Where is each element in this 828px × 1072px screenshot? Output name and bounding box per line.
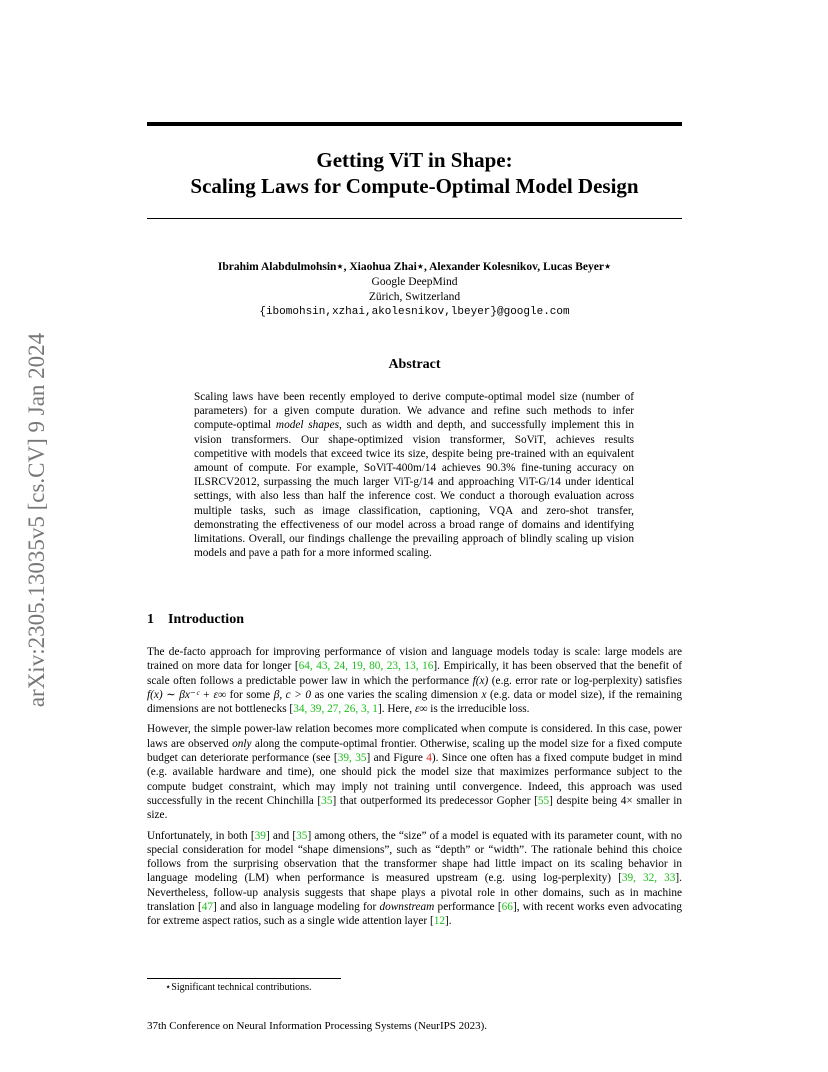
citation-link[interactable]: 12 — [433, 915, 446, 928]
introduction-body — [147, 645, 682, 935]
author-names: Ibrahim Alabdulmohsin⋆, Xiaohua Zhai⋆, Alexander Kolesnikov, Lucas Beyer⋆ — [217, 261, 612, 273]
citation-link[interactable]: 39, 35 — [337, 752, 367, 765]
text: ] despite being 4× smaller in size. — [147, 794, 682, 822]
math: x — [481, 688, 487, 701]
text: However, the simple power-law relation becomes more complicated when compute is considered. In this case, power laws are observed — [147, 723, 682, 750]
arxiv-identifier-text: arXiv:2305.13035v5 [cs.CV] 9 Jan 2024 — [24, 332, 50, 708]
paper-title — [147, 147, 682, 199]
citation-link[interactable]: 39 — [254, 829, 266, 842]
text: The de-facto approach for improving performance of vision and language models today is scale: large models are trained on more data for longer [ — [147, 646, 682, 673]
author-block — [147, 260, 682, 320]
title-rule-top — [147, 122, 682, 126]
text: Unfortunately, in both [ — [147, 829, 255, 842]
text: (e.g. error rate or log-perplexity) satisfies — [488, 674, 682, 687]
affiliation: Google DeepMind — [371, 276, 458, 288]
emphasis: only — [232, 737, 252, 750]
citation-link[interactable]: 35 — [321, 794, 333, 807]
section-number: 1 — [147, 612, 154, 627]
conference-note: 37th Conference on Neural Information Processing Systems (NeurIPS 2023). — [147, 1020, 488, 1032]
figure-link[interactable]: 4 — [426, 752, 432, 765]
citation-link[interactable]: 39, 32, 33 — [621, 872, 676, 885]
location: Zürich, Switzerland — [368, 291, 461, 303]
citation-link[interactable]: 47 — [201, 901, 213, 914]
text: ). Since one often has a fixed compute budget in mind (e.g. available hardware and time), one should pick the model size that maximizes performance subject to the compute budget constraint, which may imply not training until convergence. Indeed, this approach was used successfully in the recent Chinchilla [ — [147, 752, 682, 807]
footnote-rule — [147, 978, 341, 979]
text: ] that outperformed its predecessor Gopher [ — [332, 794, 538, 807]
text: ] and also in language modeling for — [213, 901, 380, 914]
citation-link[interactable]: 55 — [537, 794, 550, 807]
math: f(x) — [472, 674, 489, 687]
text: along the compute-optimal frontier. Otherwise, scaling up the model size for a fixed compute budget can deteriorate performance (see [ — [147, 737, 682, 765]
text: for some — [226, 688, 274, 701]
text: ], with recent works even advocating for extreme aspect ratios, such as a single wide attention layer [ — [147, 901, 682, 928]
title-line-1: Getting ViT in Shape: — [316, 148, 513, 172]
text: ] among others, the “size” of a model is equated with its parameter count, with no special consideration for model “shape dimensions”, such as “depth” or “width”. The rationale behind this choice follows from the surprising observation that the transformer shape had little impact on its scaling behavior in language modeling (LM) when performance is measured upstream (e.g. using log-perplexity) [ — [147, 829, 683, 885]
abstract-text — [194, 390, 634, 560]
section-heading-introduction — [147, 612, 244, 628]
text: ]. Here, — [377, 703, 415, 716]
emphasis: downstream — [379, 901, 435, 914]
math: ε∞ — [414, 703, 428, 716]
author-emails: {ibomohsin,xzhai,akolesnikov,lbeyer}@google.com — [259, 306, 570, 318]
title-rule-bottom — [147, 218, 682, 219]
text: is the irreducible loss. — [427, 703, 530, 716]
arxiv-identifier — [22, 300, 52, 740]
text: as one varies the scaling dimension — [311, 688, 482, 701]
math: f(x) ∼ βx⁻ᶜ + ε∞ — [147, 688, 227, 701]
paragraph-2 — [147, 722, 682, 822]
paragraph-3 — [147, 829, 682, 929]
footnote: ⋆Significant technical contributions. — [165, 982, 312, 993]
citation-link[interactable]: 34, 39, 27, 26, 3, 1 — [293, 703, 378, 716]
citation-link[interactable]: 66 — [501, 901, 513, 914]
text: ]. Empirically, it has been observed that the benefit of scale often follows a predictable power law in which the performance — [147, 660, 682, 687]
section-title: Introduction — [168, 612, 244, 627]
text: performance [ — [434, 901, 502, 914]
paragraph-1 — [147, 645, 682, 716]
abstract-emphasis: model shapes — [275, 419, 339, 432]
abstract-part-2: , such as width and depth, and successfully implement this in vision transformers. Our shape-optimized vision transformer, SoViT, achieves results competitive with models that exceed twice its size, despite being pre-trained with an equivalent amount of compute. For example, SoViT-400m/14 achieves 90.3% fine-tuning accuracy on ILSRCV2012, surpassing the much larger ViT-g/14 and approaching ViT-G/14 under identical settings, with also less than half the inference cost. We conduct a thorough evaluation across multiple tasks, such as image classification, captioning, VQA and zero-shot transfer, demonstrating the effectiveness of our model across a broad range of domains and identifying limitations. Overall, our findings challenge the prevailing approach of blindly scaling up vision models and pave a path for a more informed scaling. — [194, 419, 635, 560]
text: ] and [ — [265, 829, 297, 842]
text: ]. — [445, 915, 452, 928]
abstract-heading: Abstract — [388, 357, 441, 372]
text: (e.g. data or model size), if the remaining dimensions are not bottlenecks [ — [147, 688, 682, 716]
citation-link[interactable]: 35 — [296, 829, 308, 842]
citation-link[interactable]: 64, 43, 24, 19, 80, 23, 13, 16 — [298, 660, 434, 673]
math: β, c > 0 — [273, 688, 312, 701]
title-line-2: Scaling Laws for Compute-Optimal Model Design — [190, 174, 639, 198]
abstract-part-1: Scaling laws have been recently employed to derive compute-optimal model size (number of parameters) for a given compute duration. We advance and refine such methods to infer compute-optimal — [194, 391, 634, 432]
text: ] and Figure — [366, 752, 427, 765]
text: ]. Nevertheless, follow-up analysis suggests that shape plays a pivotal role in other domains, such as in machine translation [ — [147, 872, 682, 914]
